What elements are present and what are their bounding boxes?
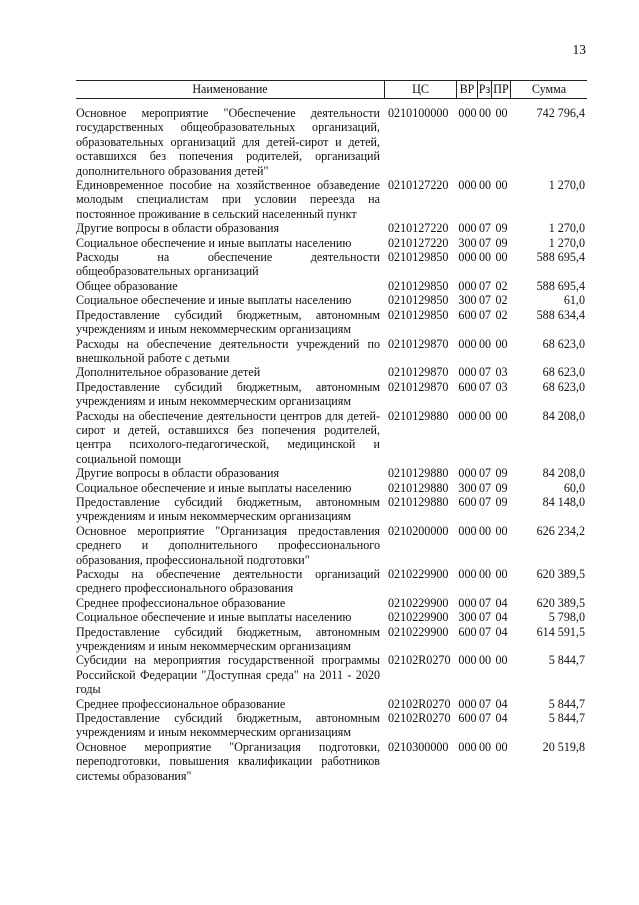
cell-rz: 00: [478, 408, 492, 423]
table-row: [76, 279, 587, 293]
cell-name: Расходы на обеспечение деятельности общеобразовательных организаций: [76, 250, 380, 279]
header-pr: ПР: [492, 81, 511, 98]
cell-sum: 588 695,4: [536, 250, 585, 265]
table-row: [76, 610, 587, 624]
cell-rz: 07: [478, 293, 492, 308]
cell-sum: 742 796,4: [536, 106, 585, 120]
cell-pr: 04: [495, 711, 508, 726]
cell-pr: 03: [495, 379, 508, 394]
cell-rz: 00: [478, 250, 492, 265]
cell-name: Расходы на обеспечение деятельности учреждений по внешкольной работе с детьми: [76, 336, 380, 365]
cell-rz: 07: [478, 365, 492, 380]
cell-rz: 00: [478, 106, 492, 120]
cell-sum: 84 208,0: [542, 408, 585, 423]
cell-name: Расходы на обеспечение деятельности центров для детей-сирот и детей, оставшихся без попечения родителей, центра психолого-педагогической, медицинской и социальной помощи: [76, 408, 380, 466]
cell-cs: 0210229900: [388, 610, 449, 625]
header-cs: ЦС: [385, 81, 457, 98]
cell-pr: 09: [495, 235, 508, 250]
cell-cs: 0210300000: [388, 739, 449, 754]
cell-sum: 5 844,7: [548, 711, 585, 726]
cell-name: Дополнительное образование детей: [76, 365, 261, 380]
cell-vr: 000: [458, 653, 477, 668]
cell-vr: 300: [458, 480, 477, 495]
cell-pr: 00: [495, 739, 508, 754]
cell-name: Предоставление субсидий бюджетным, автономным учреждениям и иным некоммерческим организациям: [76, 307, 380, 337]
cell-sum: 84 148,0: [542, 494, 585, 509]
cell-name: Основное мероприятие "Организация предоставления среднего и дополнительного профессионального образования, профессиональной подготовки": [76, 523, 380, 567]
cell-name: Единовременное пособие на хозяйственное обзаведение молодым специалистам при условии переезда на постоянное проживание в сельский населенный пункт: [76, 178, 380, 221]
cell-pr: 04: [495, 610, 508, 625]
cell-sum: 61,0: [563, 293, 585, 308]
table-row: [76, 236, 587, 250]
cell-rz: 07: [478, 711, 492, 726]
cell-rz: 07: [478, 379, 492, 394]
cell-pr: 09: [495, 494, 508, 509]
cell-pr: 00: [495, 250, 508, 265]
cell-vr: 000: [458, 336, 477, 351]
cell-sum: 5 844,7: [548, 696, 585, 711]
cell-sum: 5 798,0: [548, 610, 585, 625]
cell-rz: 00: [478, 178, 492, 193]
cell-rz: 07: [478, 307, 492, 322]
cell-cs: 0210229900: [388, 624, 449, 639]
table-row: [76, 495, 587, 524]
cell-rz: 07: [478, 480, 492, 495]
cell-sum: 588 695,4: [536, 278, 585, 293]
cell-name: Другие вопросы в области образования: [76, 466, 280, 481]
cell-name: Основное мероприятие "Обеспечение деятельности государственных общеобразовательных организаций, образовательных организаций для детей-сирот и детей, оставшихся без попечения родителей, организаций дополнительного образования детей": [76, 106, 380, 178]
cell-sum: 68 623,0: [542, 379, 585, 394]
cell-vr: 300: [458, 610, 477, 625]
table-row: [76, 409, 587, 467]
cell-sum: 1 270,0: [548, 178, 585, 193]
cell-cs: 0210129880: [388, 494, 449, 509]
cell-vr: 000: [458, 221, 477, 236]
cell-vr: 600: [458, 711, 477, 726]
cell-rz: 00: [478, 336, 492, 351]
cell-name: Общее образование: [76, 278, 178, 293]
cell-cs: 0210129880: [388, 466, 449, 481]
cell-sum: 20 519,8: [542, 739, 585, 754]
cell-rz: 07: [478, 235, 492, 250]
header-name: Наименование: [76, 81, 385, 98]
cell-vr: 000: [458, 106, 477, 120]
cell-name: Среднее профессиональное образование: [76, 696, 286, 711]
cell-sum: 1 270,0: [548, 235, 585, 250]
cell-cs: 02102R0270: [388, 696, 451, 711]
table-row: [76, 625, 587, 654]
cell-name: Предоставление субсидий бюджетным, автономным учреждениям и иным некоммерческим организациям: [76, 624, 380, 654]
table-row: [76, 380, 587, 409]
cell-name: Социальное обеспечение и иные выплаты населению: [76, 610, 352, 625]
cell-vr: 600: [458, 624, 477, 639]
table-row: [76, 596, 587, 610]
cell-pr: 00: [495, 523, 508, 538]
cell-pr: 02: [495, 307, 508, 322]
cell-sum: 614 591,5: [536, 624, 585, 639]
cell-sum: 84 208,0: [542, 466, 585, 481]
cell-rz: 00: [478, 523, 492, 538]
table-row: [76, 308, 587, 337]
cell-vr: 000: [458, 739, 477, 754]
cell-name: Предоставление субсидий бюджетным, автономным учреждениям и иным некоммерческим организациям: [76, 711, 380, 740]
cell-vr: 000: [458, 365, 477, 380]
cell-cs: 0210129880: [388, 480, 449, 495]
cell-pr: 00: [495, 653, 508, 668]
cell-vr: 300: [458, 235, 477, 250]
cell-sum: 68 623,0: [542, 336, 585, 351]
page-number: 13: [572, 42, 586, 57]
cell-cs: 02102R0270: [388, 653, 451, 668]
cell-pr: 04: [495, 595, 508, 610]
cell-pr: 00: [495, 336, 508, 351]
cell-pr: 04: [495, 696, 508, 711]
cell-vr: 000: [458, 466, 477, 481]
cell-name: Другие вопросы в области образования: [76, 221, 280, 236]
cell-pr: 00: [495, 567, 508, 581]
cell-vr: 600: [458, 379, 477, 394]
cell-pr: 03: [495, 365, 508, 380]
table-row: [76, 106, 587, 178]
cell-vr: 600: [458, 307, 477, 322]
cell-sum: 588 634,4: [536, 307, 585, 322]
cell-vr: 000: [458, 696, 477, 711]
cell-pr: 09: [495, 480, 508, 495]
cell-rz: 07: [478, 221, 492, 236]
cell-rz: 07: [478, 610, 492, 625]
table-row: [76, 740, 587, 783]
cell-vr: 600: [458, 494, 477, 509]
cell-cs: 0210129850: [388, 278, 449, 293]
cell-name: Субсидии на мероприятия государственной программы Российской Федерации "Доступная среда" на 2011 - 2020 годы: [76, 653, 380, 697]
cell-vr: 300: [458, 293, 477, 308]
cell-name: Расходы на обеспечение деятельности организаций среднего профессионального образования: [76, 567, 380, 596]
cell-name: Предоставление субсидий бюджетным, автономным учреждениям и иным некоммерческим организациям: [76, 494, 380, 524]
table-row: [76, 178, 587, 221]
cell-name: Социальное обеспечение и иные выплаты населению: [76, 480, 352, 495]
cell-cs: 0210200000: [388, 523, 449, 538]
cell-cs: 0210127220: [388, 221, 449, 236]
cell-sum: 1 270,0: [548, 221, 585, 236]
cell-pr: 02: [495, 278, 508, 293]
cell-sum: 68 623,0: [542, 365, 585, 380]
cell-sum: 60,0: [563, 480, 585, 495]
cell-vr: 000: [458, 278, 477, 293]
cell-name: Основное мероприятие "Организация подготовки, переподготовки, повышения квалификации работников системы образования": [76, 739, 380, 783]
cell-name: Предоставление субсидий бюджетным, автономным учреждениям и иным некоммерческим организациям: [76, 379, 380, 409]
cell-rz: 07: [478, 494, 492, 509]
cell-cs: 0210129870: [388, 379, 449, 394]
cell-cs: 0210129880: [388, 408, 449, 423]
cell-vr: 000: [458, 595, 477, 610]
table-row: [76, 365, 587, 379]
budget-table: [76, 80, 587, 783]
table-row: [76, 466, 587, 480]
cell-pr: 02: [495, 293, 508, 308]
table-body: [76, 106, 587, 783]
cell-cs: 0210129870: [388, 336, 449, 351]
table-row: [76, 250, 587, 279]
cell-cs: 0210129850: [388, 307, 449, 322]
table-row: [76, 653, 587, 696]
cell-cs: 0210229900: [388, 595, 449, 610]
cell-vr: 000: [458, 523, 477, 538]
cell-vr: 000: [458, 567, 477, 581]
table-row: [76, 524, 587, 567]
table-row: [76, 697, 587, 711]
cell-cs: 0210127220: [388, 235, 449, 250]
cell-rz: 07: [478, 466, 492, 481]
cell-name: Среднее профессиональное образование: [76, 595, 286, 610]
table-row: [76, 481, 587, 495]
cell-rz: 07: [478, 696, 492, 711]
cell-sum: 620 389,5: [536, 567, 585, 581]
cell-vr: 000: [458, 178, 477, 193]
cell-cs: 0210229900: [388, 567, 449, 581]
cell-rz: 07: [478, 595, 492, 610]
cell-rz: 07: [478, 624, 492, 639]
cell-cs: 02102R0270: [388, 711, 451, 726]
cell-pr: 00: [495, 178, 508, 193]
cell-pr: 04: [495, 624, 508, 639]
table-row: [76, 711, 587, 740]
cell-cs: 0210100000: [388, 106, 449, 120]
table-row: [76, 567, 587, 596]
table-row: [76, 337, 587, 366]
cell-cs: 0210127220: [388, 178, 449, 193]
cell-sum: 5 844,7: [548, 653, 585, 668]
header-vr: ВР: [457, 81, 478, 98]
cell-pr: 00: [495, 106, 508, 120]
cell-vr: 000: [458, 408, 477, 423]
cell-sum: 620 389,5: [536, 595, 585, 610]
cell-rz: 00: [478, 567, 492, 581]
table-header: [76, 80, 587, 99]
cell-rz: 00: [478, 739, 492, 754]
cell-cs: 0210129850: [388, 293, 449, 308]
cell-cs: 0210129850: [388, 250, 449, 265]
cell-pr: 09: [495, 221, 508, 236]
header-rz: Рз: [478, 82, 491, 96]
cell-name: Социальное обеспечение и иные выплаты населению: [76, 235, 352, 250]
table-row: [76, 221, 587, 235]
header-sum: Сумма: [531, 82, 567, 96]
cell-cs: 0210129870: [388, 365, 449, 380]
cell-vr: 000: [458, 250, 477, 265]
cell-pr: 09: [495, 466, 508, 481]
table-row: [76, 293, 587, 307]
cell-sum: 626 234,2: [536, 523, 585, 538]
cell-pr: 00: [495, 408, 508, 423]
cell-name: Социальное обеспечение и иные выплаты населению: [76, 293, 352, 308]
cell-rz: 00: [478, 653, 492, 668]
cell-rz: 07: [478, 278, 492, 293]
